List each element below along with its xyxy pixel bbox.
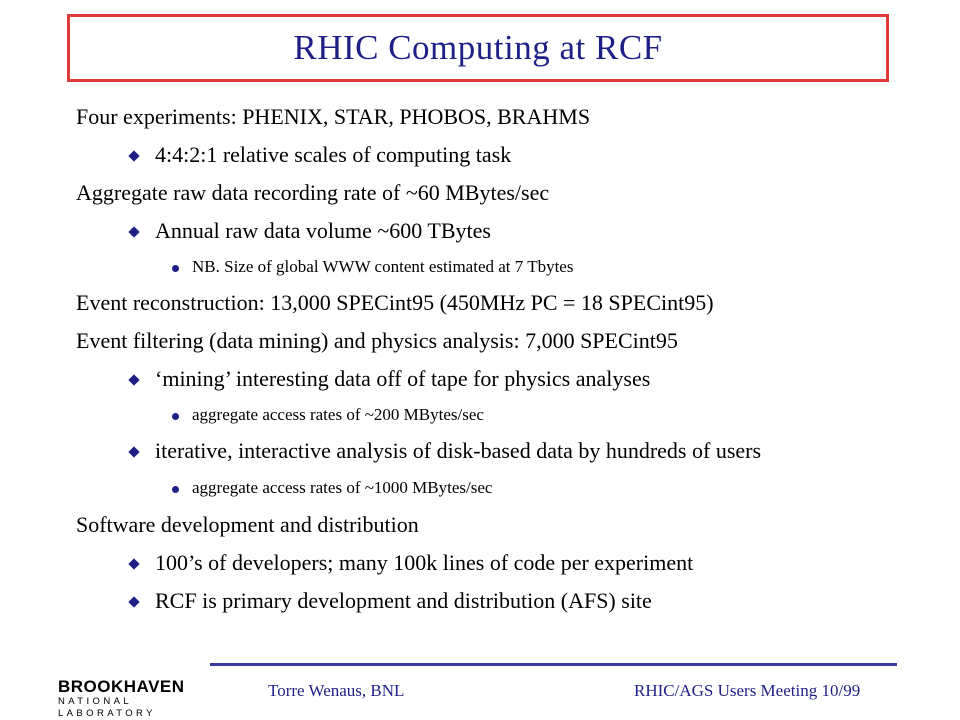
footer-divider: [210, 663, 897, 666]
diamond-bullet-icon: [128, 446, 139, 457]
bullet-line-1: Software development and distribution: [76, 512, 419, 537]
brookhaven-logo: [58, 678, 210, 720]
logo-wordmark: BROOKHAVEN: [58, 677, 185, 696]
bullet-line-1: Four experiments: PHENIX, STAR, PHOBOS, BRAHMS: [76, 104, 591, 129]
bullet-line-2: ‘mining’ interesting data off of tape for physics analyses: [155, 366, 651, 391]
bullet-line-2: 4:4:2:1 relative scales of computing task: [155, 142, 512, 167]
logo-subtitle: NATIONAL LABORATORY: [58, 696, 156, 719]
bullet-line-3: aggregate access rates of ~200 MBytes/sec: [192, 405, 484, 424]
diamond-bullet-icon: [128, 558, 139, 569]
bullet-line-3: aggregate access rates of ~1000 MBytes/sec: [192, 478, 493, 497]
footer-event: RHIC/AGS Users Meeting 10/99: [634, 681, 861, 700]
slide-title: RHIC Computing at RCF: [293, 28, 663, 67]
bullet-line-2: RCF is primary development and distribution (AFS) site: [155, 588, 652, 613]
bullet-line-1: Event filtering (data mining) and physics analysis: 7,000 SPECint95: [76, 328, 678, 353]
dot-bullet-icon: [172, 413, 179, 420]
dot-bullet-icon: [172, 265, 179, 272]
diamond-bullet-icon: [128, 150, 139, 161]
diamond-bullet-icon: [128, 596, 139, 607]
bullet-line-2: 100’s of developers; many 100k lines of code per experiment: [155, 550, 694, 575]
diamond-bullet-icon: [128, 374, 139, 385]
footer-author: Torre Wenaus, BNL: [268, 681, 405, 700]
dot-bullet-icon: [172, 486, 179, 493]
bullet-line-2: Annual raw data volume ~600 TBytes: [155, 218, 491, 243]
bullet-line-2: iterative, interactive analysis of disk-based data by hundreds of users: [155, 438, 762, 463]
bullet-line-1: Aggregate raw data recording rate of ~60 MBytes/sec: [76, 180, 550, 205]
diamond-bullet-icon: [128, 226, 139, 237]
bullet-line-3: NB. Size of global WWW content estimated at 7 Tbytes: [192, 257, 574, 276]
bullet-line-1: Event reconstruction: 13,000 SPECint95 (450MHz PC = 18 SPECint95): [76, 290, 714, 315]
